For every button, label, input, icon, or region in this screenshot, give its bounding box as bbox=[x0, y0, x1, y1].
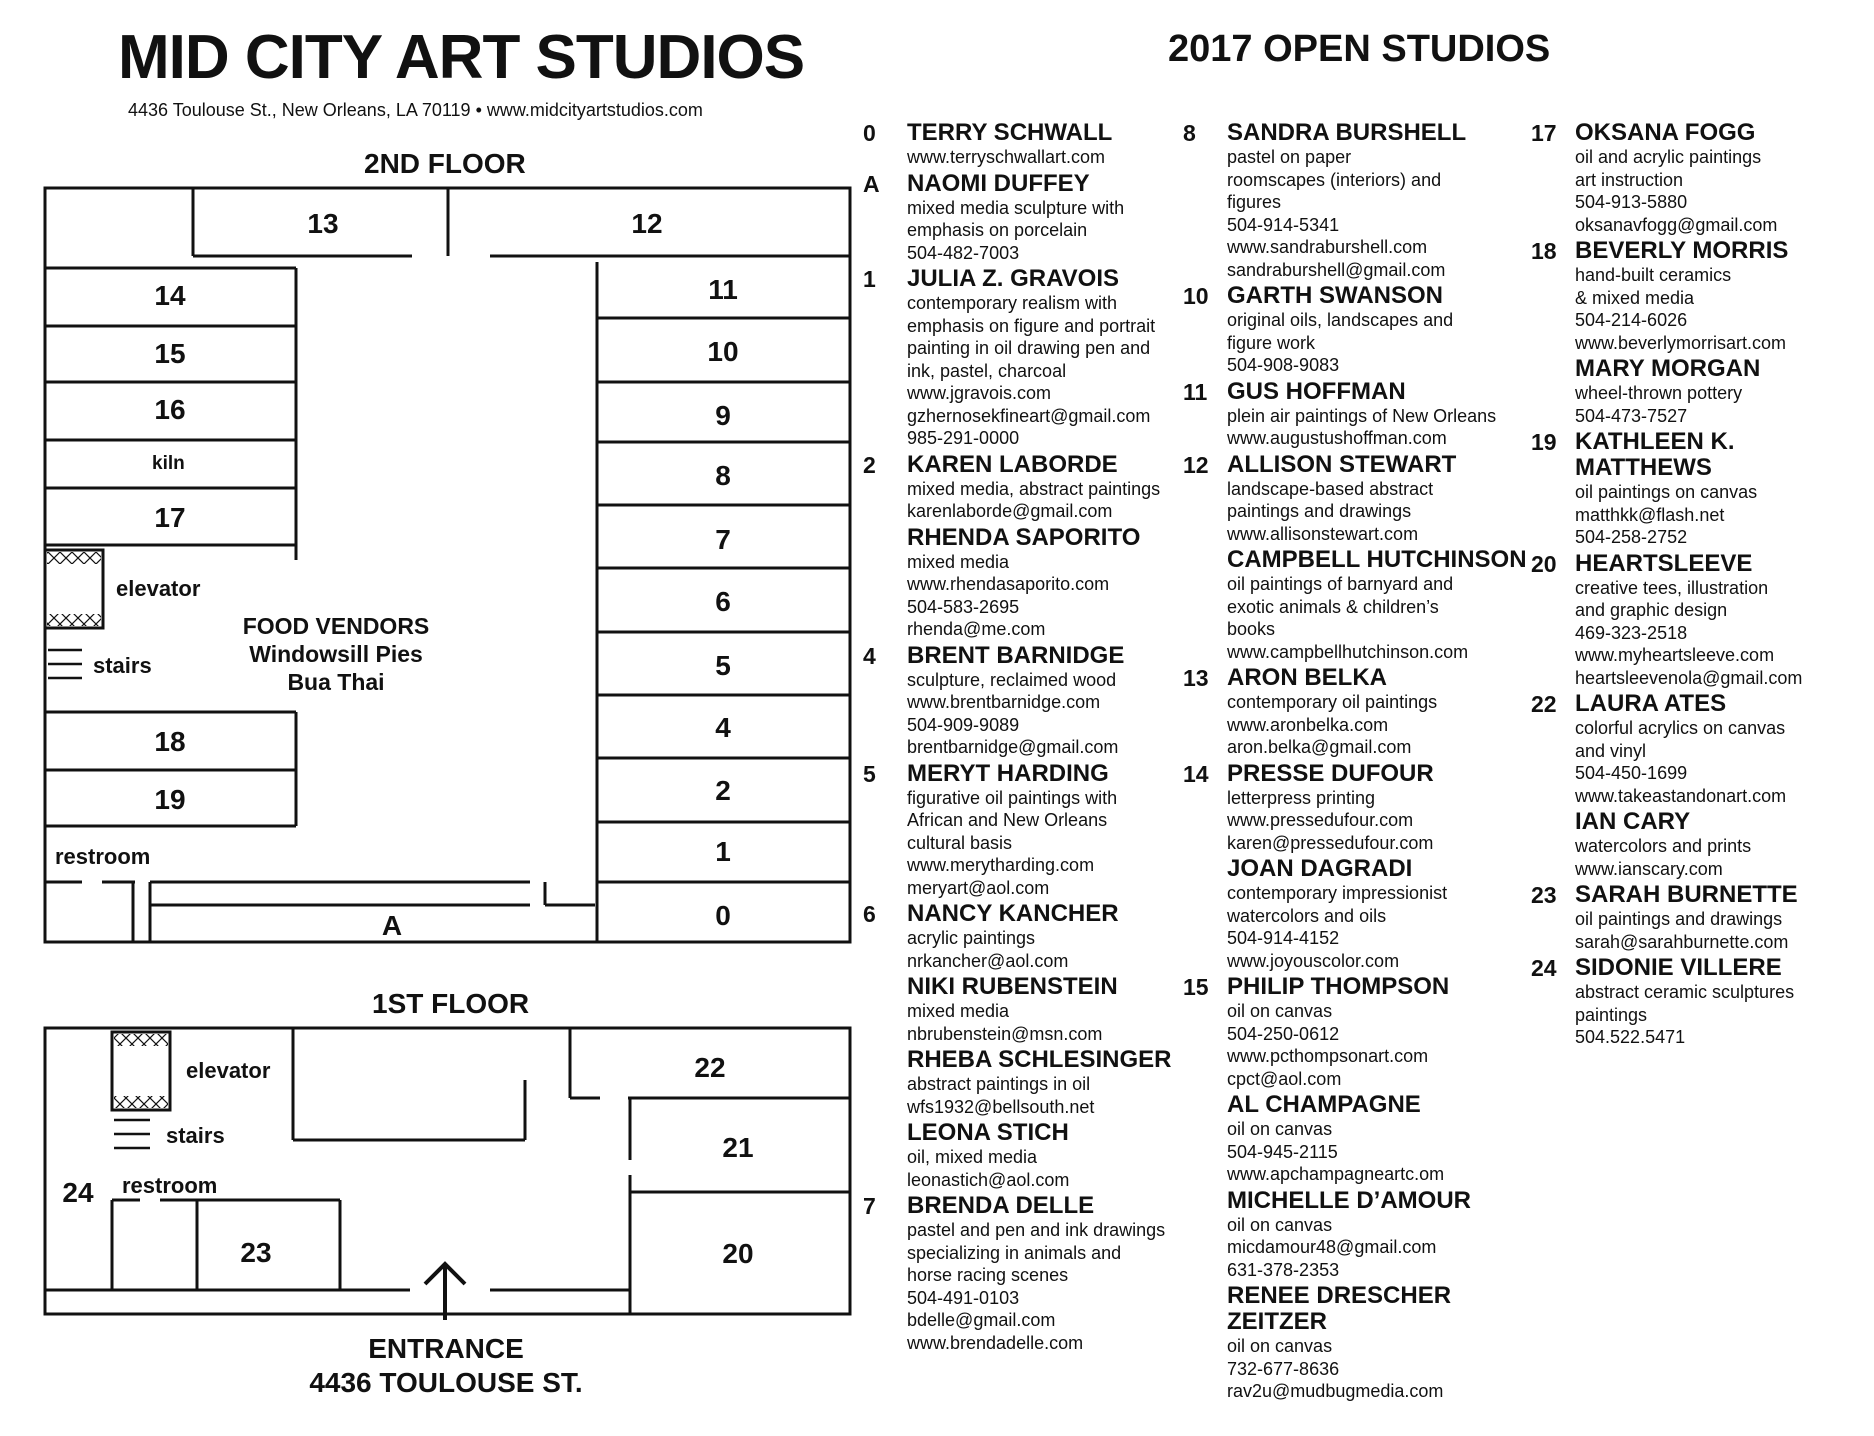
artist-column-2 bbox=[1183, 119, 1532, 1405]
artist-entry bbox=[863, 759, 1182, 900]
kiln-label: kiln bbox=[152, 453, 185, 474]
first-floor-label: 1ST FLOOR bbox=[372, 988, 530, 1019]
artist-detail: African and New Orleans bbox=[907, 810, 1108, 830]
open-studios-title: 2017 OPEN STUDIOS bbox=[1168, 28, 1551, 70]
artist-detail: www.jgravois.com bbox=[907, 383, 1052, 403]
entrance-title: ENTRANCE bbox=[368, 1333, 524, 1364]
artist-detail: hand-built ceramics bbox=[1575, 265, 1732, 285]
artist-detail: 504-250-0612 bbox=[1227, 1023, 1340, 1044]
artist-name: GUS HOFFMAN bbox=[1227, 377, 1406, 405]
artist-detail: oil, mixed media bbox=[907, 1147, 1038, 1167]
artist-name: PHILIP THOMPSON bbox=[1227, 973, 1450, 1000]
artist-entry bbox=[863, 119, 1182, 169]
artist-detail: landscape-based abstract bbox=[1227, 478, 1434, 499]
artist-entry bbox=[863, 641, 1182, 759]
artist-detail: nrkancher@aol.com bbox=[907, 950, 1069, 971]
artist-name: MERYT HARDING bbox=[907, 759, 1109, 787]
artist-detail: www.beverlymorrisart.com bbox=[1575, 332, 1787, 353]
studio-number: 0 bbox=[863, 120, 876, 146]
artist-entry bbox=[1183, 282, 1532, 377]
room-7: 7 bbox=[715, 524, 731, 555]
room-14: 14 bbox=[154, 280, 186, 311]
stairs-label-2f: stairs bbox=[93, 653, 152, 678]
food-vendor-windowsill-pies: Windowsill Pies bbox=[249, 641, 423, 667]
studio-number: 11 bbox=[1183, 378, 1208, 405]
room-20: 20 bbox=[722, 1238, 754, 1269]
artist-detail: 504-914-5341 bbox=[1227, 214, 1340, 235]
artist-detail: heartsleevenola@gmail.com bbox=[1575, 667, 1803, 688]
artist-name: ALLISON STEWART bbox=[1227, 450, 1457, 478]
restroom-label-1f: restroom bbox=[122, 1173, 218, 1198]
artist-detail: paintings bbox=[1575, 1004, 1648, 1025]
artist-detail: www.brentbarnidge.com bbox=[907, 692, 1101, 712]
artist-detail: oksanavfogg@gmail.com bbox=[1575, 214, 1778, 235]
room-a: A bbox=[381, 910, 403, 941]
artist-detail: 504-908-9083 bbox=[1227, 355, 1340, 375]
artist-name: LEONA STICH bbox=[907, 1119, 1069, 1146]
artist-name: BRENDA DELLE bbox=[907, 1192, 1095, 1219]
studio-number: 7 bbox=[863, 1193, 876, 1219]
artist-detail: mixed media sculpture with bbox=[907, 197, 1125, 218]
artist-entry bbox=[1183, 450, 1532, 546]
artist-detail: sculpture, reclaimed wood bbox=[907, 669, 1117, 690]
artist-detail: acrylic paintings bbox=[907, 928, 1036, 948]
artist-detail: 504-913-5880 bbox=[1575, 192, 1688, 212]
room-22: 22 bbox=[694, 1052, 726, 1083]
address: 4436 Toulouse St., New Orleans, LA 70119 • www.midcityartstudios.com bbox=[128, 100, 703, 120]
room-11: 11 bbox=[708, 274, 738, 305]
artist-detail: 985-291-0000 bbox=[907, 428, 1020, 448]
artist-detail: colorful acrylics on canvas bbox=[1575, 718, 1786, 738]
artist-detail: 504.522.5471 bbox=[1575, 1027, 1686, 1047]
artist-detail: emphasis on porcelain bbox=[907, 220, 1088, 240]
page-title: MID CITY ART STUDIOS bbox=[118, 23, 805, 92]
artist-detail: figurative oil paintings with bbox=[907, 787, 1118, 808]
artist-detail: watercolors and oils bbox=[1227, 905, 1387, 926]
artist-entry bbox=[1531, 237, 1865, 354]
studio-number: 4 bbox=[863, 642, 876, 669]
food-vendors bbox=[236, 612, 436, 696]
artist-detail: & mixed media bbox=[1575, 287, 1695, 308]
studio-number: 24 bbox=[1531, 955, 1557, 981]
artist-detail: www.pcthompsonart.com bbox=[1227, 1046, 1429, 1066]
artist-entry bbox=[1183, 664, 1532, 759]
artist-entry bbox=[907, 1120, 1182, 1191]
artist-detail: www.merytharding.com bbox=[907, 855, 1095, 875]
artist-detail: www.rhendasaporito.com bbox=[907, 574, 1110, 594]
artist-detail: www.augustushoffman.com bbox=[1227, 428, 1447, 448]
entrance-label bbox=[286, 1332, 606, 1400]
artist-detail: art instruction bbox=[1575, 169, 1684, 190]
artist-column-3 bbox=[1531, 119, 1865, 1051]
artist-detail: roomscapes (interiors) and bbox=[1227, 169, 1442, 190]
artist-entry bbox=[1227, 856, 1532, 972]
studio-number: 13 bbox=[1183, 665, 1209, 691]
artist-entry bbox=[907, 525, 1182, 641]
artist-entry bbox=[1227, 1092, 1532, 1186]
artist-entry bbox=[863, 450, 1182, 523]
artist-name: BEVERLY MORRIS bbox=[1575, 237, 1789, 264]
artist-detail: 504-450-1699 bbox=[1575, 763, 1688, 783]
artist-detail: 504-482-7003 bbox=[907, 242, 1020, 263]
artist-detail: 469-323-2518 bbox=[1575, 622, 1688, 643]
artist-detail: nbrubenstein@msn.com bbox=[907, 1023, 1103, 1044]
studio-number: 18 bbox=[1531, 238, 1557, 264]
artist-detail: mixed media, abstract paintings bbox=[907, 478, 1161, 499]
artist-entry bbox=[863, 1192, 1182, 1354]
artist-name: CAMPBELL HUTCHINSON bbox=[1227, 546, 1527, 573]
artist-entry bbox=[1531, 690, 1865, 807]
artist-name: ARON BELKA bbox=[1227, 664, 1387, 691]
artist-detail: karenlaborde@gmail.com bbox=[907, 501, 1113, 521]
artist-name: LAURA ATES bbox=[1575, 690, 1727, 717]
room-6: 6 bbox=[715, 586, 731, 617]
artist-detail: brentbarnidge@gmail.com bbox=[907, 737, 1119, 757]
artist-detail: oil paintings of barnyard and bbox=[1227, 574, 1454, 594]
artist-detail: painting in oil drawing pen and bbox=[907, 338, 1151, 358]
artist-entry bbox=[1183, 377, 1532, 450]
artist-detail: aron.belka@gmail.com bbox=[1227, 737, 1412, 757]
artist-detail: pastel on paper bbox=[1227, 147, 1352, 167]
artist-detail: 504-214-6026 bbox=[1575, 310, 1688, 330]
restroom-label-2f: restroom bbox=[55, 844, 151, 869]
artist-detail: contemporary realism with bbox=[907, 293, 1118, 313]
room-4: 4 bbox=[715, 712, 731, 743]
artist-detail: oil on canvas bbox=[1227, 1119, 1333, 1139]
room-10: 10 bbox=[707, 336, 739, 367]
artist-detail: mixed media bbox=[907, 551, 1010, 572]
artist-detail: wfs1932@bellsouth.net bbox=[907, 1096, 1095, 1117]
artist-detail: www.joyouscolor.com bbox=[1227, 950, 1400, 971]
artist-detail: www.aronbelka.com bbox=[1227, 714, 1389, 735]
food-vendors-title: FOOD VENDORS bbox=[242, 613, 430, 639]
studio-number: 15 bbox=[1183, 974, 1209, 1000]
studio-number: 6 bbox=[863, 901, 876, 927]
artist-detail: rhenda@me.com bbox=[907, 619, 1046, 639]
artist-detail: www.sandraburshell.com bbox=[1227, 237, 1428, 257]
artist-detail: figure work bbox=[1227, 332, 1316, 353]
artist-detail: pastel and pen and ink drawings bbox=[907, 1220, 1166, 1240]
artist-detail: ink, pastel, charcoal bbox=[907, 360, 1067, 381]
artist-name: KAREN LABORDE bbox=[907, 450, 1118, 478]
studio-number: 14 bbox=[1183, 760, 1209, 787]
artist-detail: wheel-thrown pottery bbox=[1575, 383, 1743, 403]
artist-detail: rav2u@mudbugmedia.com bbox=[1227, 1381, 1444, 1401]
artist-detail: bdelle@gmail.com bbox=[907, 1310, 1056, 1330]
artist-detail: oil on canvas bbox=[1227, 1214, 1333, 1235]
artist-detail: abstract ceramic sculptures bbox=[1575, 982, 1795, 1002]
artist-detail: watercolors and prints bbox=[1575, 836, 1752, 856]
artist-entry bbox=[863, 900, 1182, 972]
artist-detail: oil and acrylic paintings bbox=[1575, 147, 1762, 167]
room-24: 24 bbox=[62, 1177, 94, 1208]
room-0: 0 bbox=[715, 900, 731, 931]
second-floor-label: 2ND FLOOR bbox=[364, 148, 526, 179]
artist-entry bbox=[1227, 547, 1532, 663]
artist-detail: www.ianscary.com bbox=[1575, 858, 1723, 879]
artist-detail: books bbox=[1227, 619, 1276, 639]
studio-number: 12 bbox=[1183, 451, 1209, 478]
artist-detail: 504-491-0103 bbox=[907, 1287, 1020, 1308]
elevator-label-1f: elevator bbox=[186, 1058, 271, 1083]
artist-detail: micdamour48@gmail.com bbox=[1227, 1237, 1437, 1257]
artist-entry bbox=[1531, 119, 1865, 236]
studio-number: 8 bbox=[1183, 120, 1196, 146]
artist-detail: matthkk@flash.net bbox=[1575, 504, 1725, 525]
artist-entry bbox=[1531, 954, 1865, 1049]
artist-detail: oil paintings on canvas bbox=[1575, 482, 1758, 502]
artist-name: NAOMI DUFFEY bbox=[907, 169, 1090, 197]
artist-detail: specializing in animals and bbox=[907, 1242, 1122, 1263]
studio-number: 22 bbox=[1531, 691, 1557, 717]
artist-detail: plein air paintings of New Orleans bbox=[1227, 405, 1497, 426]
food-vendor-bua-thai: Bua Thai bbox=[287, 669, 385, 695]
artist-name: GARTH SWANSON bbox=[1227, 282, 1443, 309]
artist-entry bbox=[863, 265, 1182, 450]
artist-name: PRESSE DUFOUR bbox=[1227, 759, 1434, 787]
artist-entry bbox=[1183, 973, 1532, 1090]
artist-name: RHENDA SAPORITO bbox=[907, 523, 1141, 551]
artist-detail: www.terryschwallart.com bbox=[907, 147, 1106, 167]
artist-detail: oil on canvas bbox=[1227, 1336, 1333, 1356]
artist-entry bbox=[1183, 759, 1532, 855]
artist-detail: www.takeastandonart.com bbox=[1575, 785, 1787, 806]
room-16: 16 bbox=[154, 394, 186, 425]
artist-name: JULIA Z. GRAVOIS bbox=[907, 265, 1120, 292]
room-17: 17 bbox=[154, 502, 186, 533]
artist-detail: figures bbox=[1227, 192, 1282, 212]
artist-detail: horse racing scenes bbox=[907, 1265, 1069, 1285]
room-21: 21 bbox=[722, 1132, 754, 1163]
artist-name: MARY MORGAN bbox=[1575, 355, 1761, 382]
artist-detail: contemporary oil paintings bbox=[1227, 692, 1438, 712]
artist-detail: www.campbellhutchinson.com bbox=[1227, 641, 1469, 662]
artist-name: SARAH BURNETTE bbox=[1575, 881, 1798, 908]
studio-number: 2 bbox=[863, 451, 876, 478]
artist-name: KATHLEEN K. MATTHEWS bbox=[1575, 428, 1735, 481]
studio-number: 5 bbox=[863, 760, 876, 787]
artist-detail: www.allisonstewart.com bbox=[1227, 523, 1419, 544]
artist-name: NANCY KANCHER bbox=[907, 900, 1119, 927]
artist-entry bbox=[1227, 1188, 1532, 1282]
artist-detail: oil on canvas bbox=[1227, 1001, 1333, 1021]
artist-detail: 504-914-4152 bbox=[1227, 928, 1340, 948]
artist-detail: paintings and drawings bbox=[1227, 501, 1412, 521]
studio-number: 23 bbox=[1531, 882, 1557, 908]
artist-entry bbox=[907, 1047, 1182, 1118]
artist-name: AL CHAMPAGNE bbox=[1227, 1091, 1421, 1118]
elevator-label-2f: elevator bbox=[116, 576, 201, 601]
artist-name: BRENT BARNIDGE bbox=[907, 641, 1125, 669]
artist-detail: cultural basis bbox=[907, 832, 1013, 853]
artist-detail: emphasis on figure and portrait bbox=[907, 315, 1156, 336]
artist-entry bbox=[1575, 809, 1865, 880]
artist-detail: and graphic design bbox=[1575, 600, 1728, 620]
artist-detail: and vinyl bbox=[1575, 740, 1647, 761]
artist-detail: abstract paintings in oil bbox=[907, 1074, 1091, 1094]
stairs-label-1f: stairs bbox=[166, 1123, 225, 1148]
artist-detail: 504-909-9089 bbox=[907, 714, 1020, 735]
artist-name: IAN CARY bbox=[1575, 808, 1691, 835]
artist-detail: www.pressedufour.com bbox=[1227, 810, 1414, 830]
artist-entry bbox=[1183, 119, 1532, 281]
artist-detail: 504-945-2115 bbox=[1227, 1141, 1338, 1162]
artist-name: MICHELLE D’AMOUR bbox=[1227, 1186, 1471, 1214]
room-1: 1 bbox=[715, 836, 731, 867]
room-5: 5 bbox=[715, 650, 731, 681]
entrance-address: 4436 TOULOUSE ST. bbox=[309, 1367, 583, 1398]
artist-detail: sarah@sarahburnette.com bbox=[1575, 931, 1789, 952]
artist-detail: creative tees, illustration bbox=[1575, 577, 1769, 598]
room-23: 23 bbox=[240, 1237, 272, 1268]
artist-detail: 504-473-7527 bbox=[1575, 405, 1688, 426]
artist-detail: leonastich@aol.com bbox=[907, 1169, 1070, 1190]
artist-entry bbox=[1531, 428, 1865, 549]
artist-detail: mixed media bbox=[907, 1001, 1010, 1021]
studio-number: 19 bbox=[1531, 429, 1557, 455]
artist-detail: 504-583-2695 bbox=[907, 596, 1020, 617]
artist-name: OKSANA FOGG bbox=[1575, 119, 1756, 146]
artist-entry bbox=[1227, 1283, 1532, 1403]
artist-entry bbox=[1575, 356, 1865, 427]
artist-name: NIKI RUBENSTEIN bbox=[907, 973, 1118, 1000]
artist-detail: contemporary impressionist bbox=[1227, 883, 1448, 903]
room-13: 13 bbox=[307, 208, 339, 239]
artist-name: SIDONIE VILLERE bbox=[1575, 954, 1782, 981]
artist-detail: 504-258-2752 bbox=[1575, 527, 1688, 547]
room-18: 18 bbox=[154, 726, 186, 757]
artist-detail: original oils, landscapes and bbox=[1227, 310, 1454, 330]
artist-entry bbox=[863, 169, 1182, 265]
artist-name: SANDRA BURSHELL bbox=[1227, 119, 1467, 146]
artist-detail: sandraburshell@gmail.com bbox=[1227, 259, 1446, 280]
artist-name: TERRY SCHWALL bbox=[907, 119, 1113, 146]
artist-detail: www.apchampagneartc.om bbox=[1227, 1164, 1445, 1184]
room-9: 9 bbox=[715, 400, 731, 431]
artist-detail: meryart@aol.com bbox=[907, 877, 1050, 898]
studio-number: A bbox=[863, 170, 880, 197]
artist-column-1 bbox=[863, 119, 1182, 1356]
artist-detail: 631-378-2353 bbox=[1227, 1259, 1340, 1280]
studio-number: 1 bbox=[863, 266, 876, 292]
artist-detail: gzhernosekfineart@gmail.com bbox=[907, 405, 1151, 426]
studio-number: 17 bbox=[1531, 120, 1557, 146]
artist-detail: karen@pressedufour.com bbox=[1227, 832, 1434, 853]
room-8: 8 bbox=[715, 460, 731, 491]
artist-entry bbox=[907, 974, 1182, 1045]
artist-detail: oil paintings and drawings bbox=[1575, 909, 1783, 929]
artist-name: JOAN DAGRADI bbox=[1227, 855, 1413, 882]
artist-name: RENEE DRESCHER ZEITZER bbox=[1227, 1282, 1452, 1335]
studio-number: 20 bbox=[1531, 550, 1557, 577]
artist-detail: letterpress printing bbox=[1227, 787, 1376, 808]
artist-detail: cpct@aol.com bbox=[1227, 1068, 1342, 1089]
artist-detail: exotic animals & children’s bbox=[1227, 596, 1439, 617]
room-15: 15 bbox=[154, 338, 186, 369]
room-12: 12 bbox=[631, 208, 663, 239]
studio-number: 10 bbox=[1183, 283, 1209, 309]
artist-detail: www.myheartsleeve.com bbox=[1575, 645, 1775, 665]
artist-entry bbox=[1531, 549, 1865, 690]
artist-name: HEARTSLEEVE bbox=[1575, 549, 1753, 577]
room-2: 2 bbox=[715, 775, 731, 806]
artist-detail: www.brendadelle.com bbox=[907, 1332, 1084, 1353]
artist-name: RHEBA SCHLESINGER bbox=[907, 1046, 1172, 1073]
artist-detail: 732-677-8636 bbox=[1227, 1358, 1340, 1379]
room-19: 19 bbox=[154, 784, 186, 815]
artist-entry bbox=[1531, 881, 1865, 953]
